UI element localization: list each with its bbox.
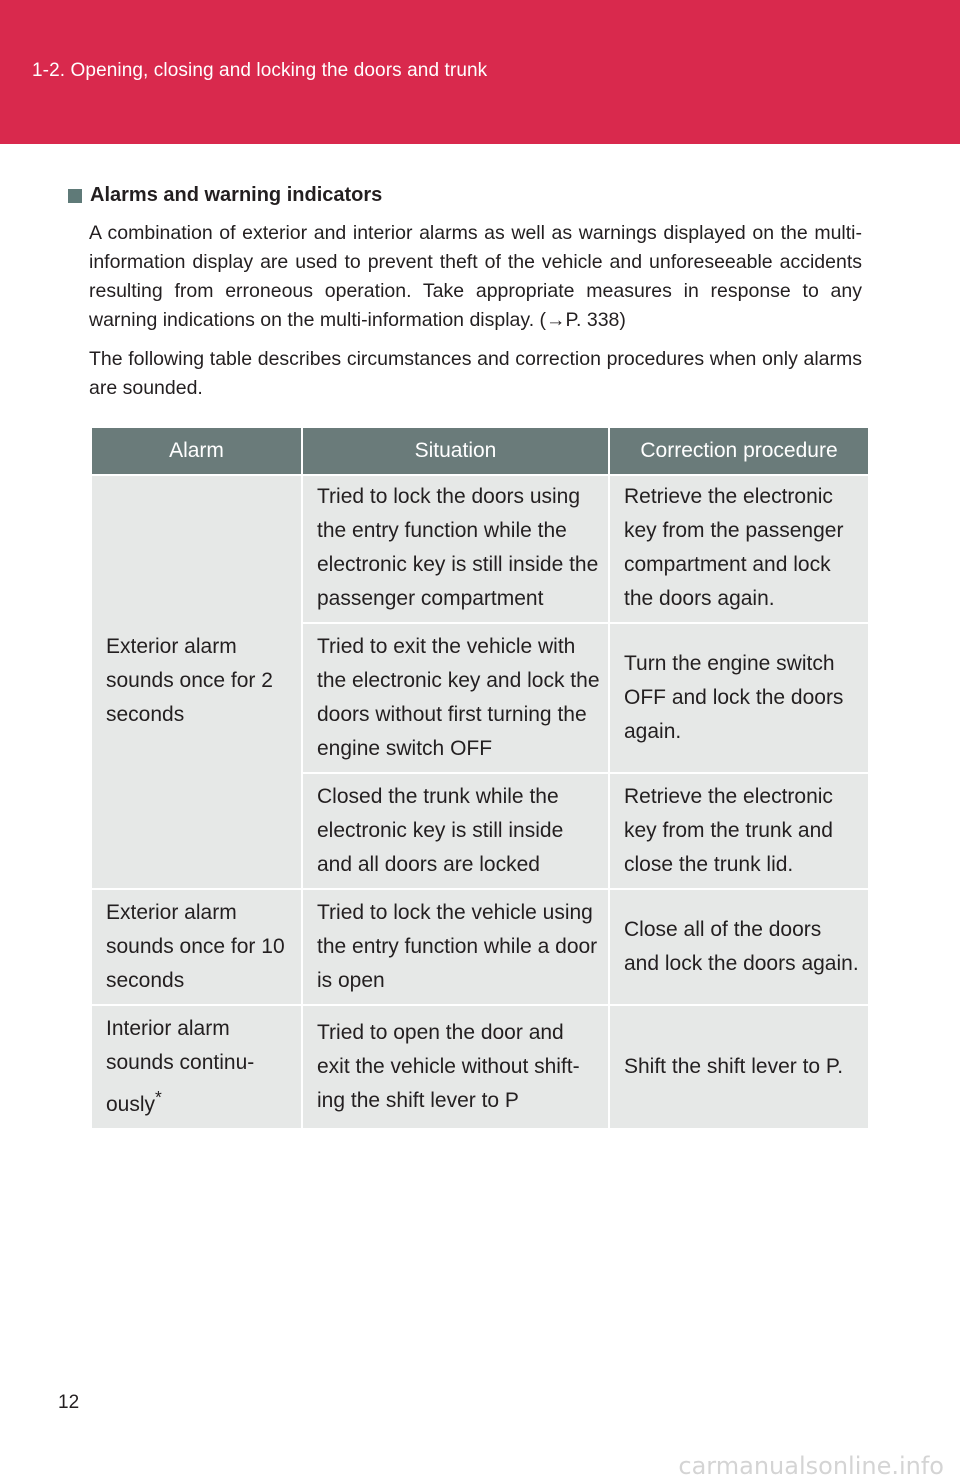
correction-cell: Shift the shift lever to P. <box>609 1005 868 1128</box>
situation-cell: Tried to open the door and exit the vehicle without shift-ing the shift lever to P <box>302 1005 609 1128</box>
paragraph-intro <box>89 219 862 335</box>
situation-cell: Tried to lock the doors using the entry function while the electronic key is still inside the passenger compartment <box>302 475 609 623</box>
column-header-situation: Situation <box>302 428 609 475</box>
header-band <box>0 0 960 144</box>
column-header-correction: Correction procedure <box>609 428 868 475</box>
table-row <box>92 1005 868 1128</box>
table-row <box>92 475 868 623</box>
footnote-marker: * <box>155 1087 162 1107</box>
alarm-cell <box>92 1005 302 1128</box>
paragraph-table-intro: The following table describes circumstances and correction procedures when only alarms are sounded. <box>89 348 862 399</box>
correction-cell: Retrieve the electronic key from the trunk and close the trunk lid. <box>609 773 868 889</box>
situation-cell: Closed the trunk while the electronic key is still inside and all doors are locked <box>302 773 609 889</box>
content-area <box>68 184 862 413</box>
heading-text: Alarms and warning indicators <box>90 184 383 206</box>
correction-cell: Retrieve the electronic key from the passenger compartment and lock the doors again. <box>609 475 868 623</box>
situation-cell: Tried to exit the vehicle with the electronic key and lock the doors without first turning the engine switch OFF <box>302 623 609 773</box>
alarms-table <box>92 428 868 1128</box>
alarm-text: Interior alarm sounds continu-ously <box>106 1017 255 1116</box>
table-row <box>92 889 868 1005</box>
table-header-row <box>92 428 868 475</box>
alarm-cell: Exterior alarm sounds once for 10 seconds <box>92 889 302 1005</box>
paragraph-intro-text: A combination of exterior and interior alarms as well as warnings displayed on the multi-information display are used to prevent theft of the vehicle and unforeseeable accidents resulting from erroneous operation. Take appropriate measures in response to any warning indications on the multi-information display. ( <box>89 222 862 331</box>
square-bullet-icon <box>68 189 82 203</box>
alarm-cell: Exterior alarm sounds once for 2 seconds <box>92 475 302 889</box>
situation-cell: Tried to lock the vehicle using the entry function while a door is open <box>302 889 609 1005</box>
section-title: 1-2. Opening, closing and locking the doors and trunk <box>32 60 488 81</box>
watermark: carmanualsonline.info <box>678 1452 944 1480</box>
section-heading <box>68 184 862 207</box>
page-number: 12 <box>58 1392 80 1413</box>
correction-cell: Close all of the doors and lock the doors again. <box>609 889 868 1005</box>
page-reference-link[interactable]: →P. 338) <box>546 309 626 331</box>
column-header-alarm: Alarm <box>92 428 302 475</box>
correction-cell: Turn the engine switch OFF and lock the doors again. <box>609 623 868 773</box>
